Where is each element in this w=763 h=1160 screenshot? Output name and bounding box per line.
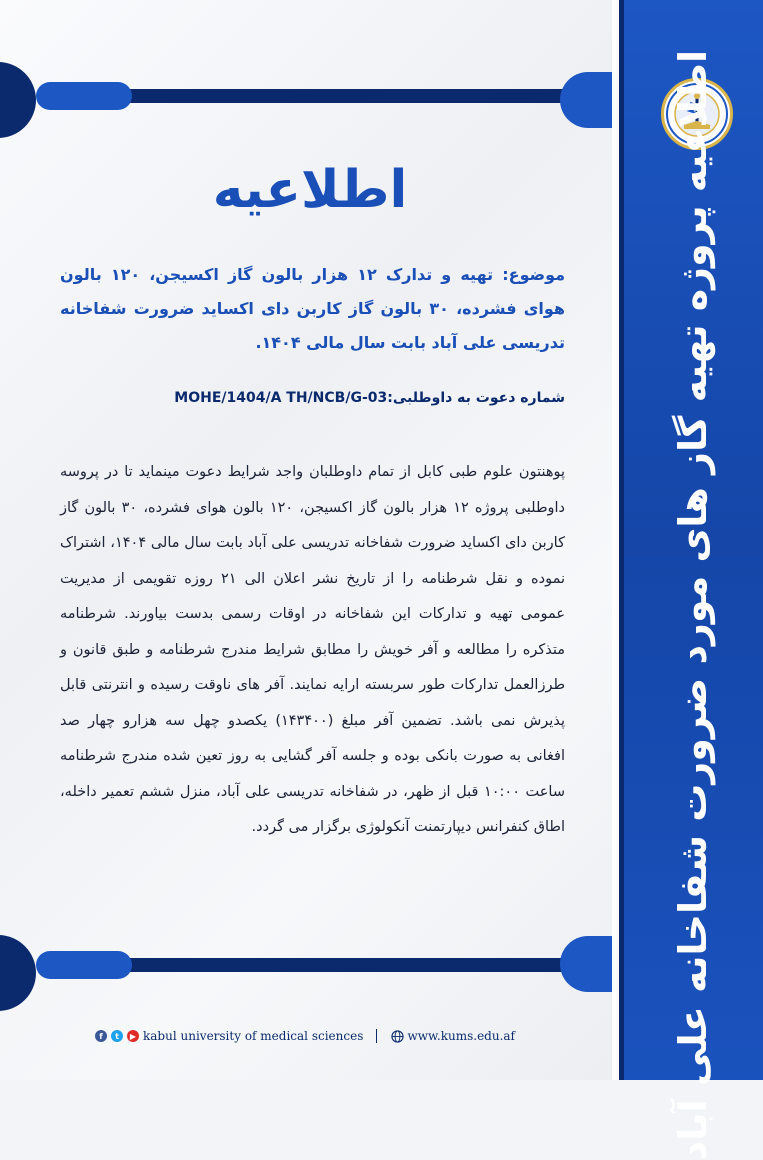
footer-separator [376,1029,377,1043]
footer-university-name: kabul university of medical sciences [143,1029,364,1043]
invitation-number: MOHE/1404/A TH/NCB/G-03 [174,390,388,406]
decor-top-left-pill [36,82,132,110]
globe-icon [391,1030,404,1043]
footer [95,1026,515,1046]
announcement-body: پوهنتون علوم طبی کابل از تمام داوطلبان واجد شرایط دعوت مینماید تا در پروسه داوطلبی پروژه ۱۲ هزار بالون گاز اکسیجن، ۱۲۰ بالون هوای فشرده، ۳۰ بالون گاز کاربن دای اکساید ضرورت شفاخانه تدریسی علی آباد بابت سال مالی ۱۴۰۴، اشتراک نموده و نقل شرطنامه را از تاریخ نشر اعلان الی ۲۱ روزه تقویمی از مدیریت عمومی تهیه و تدارکات این شفاخانه در اوقات رسمی بدست بیاورند. شرطنامه متذکره را مطالعه و آفر خویش را مطابق شرایط مندرج شرطنامه و طبق قانون و طرزالعمل تدارکات طور سربسته ارایه نمایند. آفر های ناوقت رسیده و انترنتی قابل پذیرش نمی باشد. تضمین آفر مبلغ (۱۴۳۴۰۰) یکصدو چهل سه هزارو چهار صد افغانی به صورت بانکی بوده و جلسه آفر گشایی به روز تعین شده مندرج شرطنامه ساعت ۱۰:۰۰ قبل از ظهر، در شفاخانه تدریسی علی آباد، منزل ششم تعمیر داخله، اطاق کنفرانس دیپارتمنت آنکولوژی برگزار می گردد. [60,464,565,835]
twitter-icon[interactable]: t [111,1030,123,1042]
decor-bottom-bar [118,958,578,972]
invitation-label: شماره دعوت به داوطلبی: [387,390,565,406]
invitation-number-line [60,390,565,406]
decor-bottom-right-pill [560,936,612,992]
side-title-text: اطلاعیه پروژه تهیه گاز های مورد ضرورت شفاخانه علی آباد [671,49,715,1160]
subject-text: موضوع: تهیه و تدارک ۱۲ هزار بالون گاز اکسیجن، ۱۲۰ بالون هوای فشرده، ۳۰ بالون گاز کاربن دای اکساید ضرورت شفاخانه تدریسی علی آباد بابت سال مالی ۱۴۰۴. [60,265,566,352]
decor-top-right-pill [560,72,612,128]
side-vertical-title [645,49,741,1160]
decor-bottom-left-pill [36,951,132,979]
decor-top-bar [118,89,578,103]
footer-university-group [95,1029,363,1043]
footer-website-group [391,1029,515,1043]
facebook-icon[interactable]: f [95,1030,107,1042]
footer-website-link[interactable]: www.kums.edu.af [407,1029,515,1043]
youtube-icon[interactable]: ▶ [127,1030,139,1042]
page-title: اطلاعیه [212,160,408,220]
